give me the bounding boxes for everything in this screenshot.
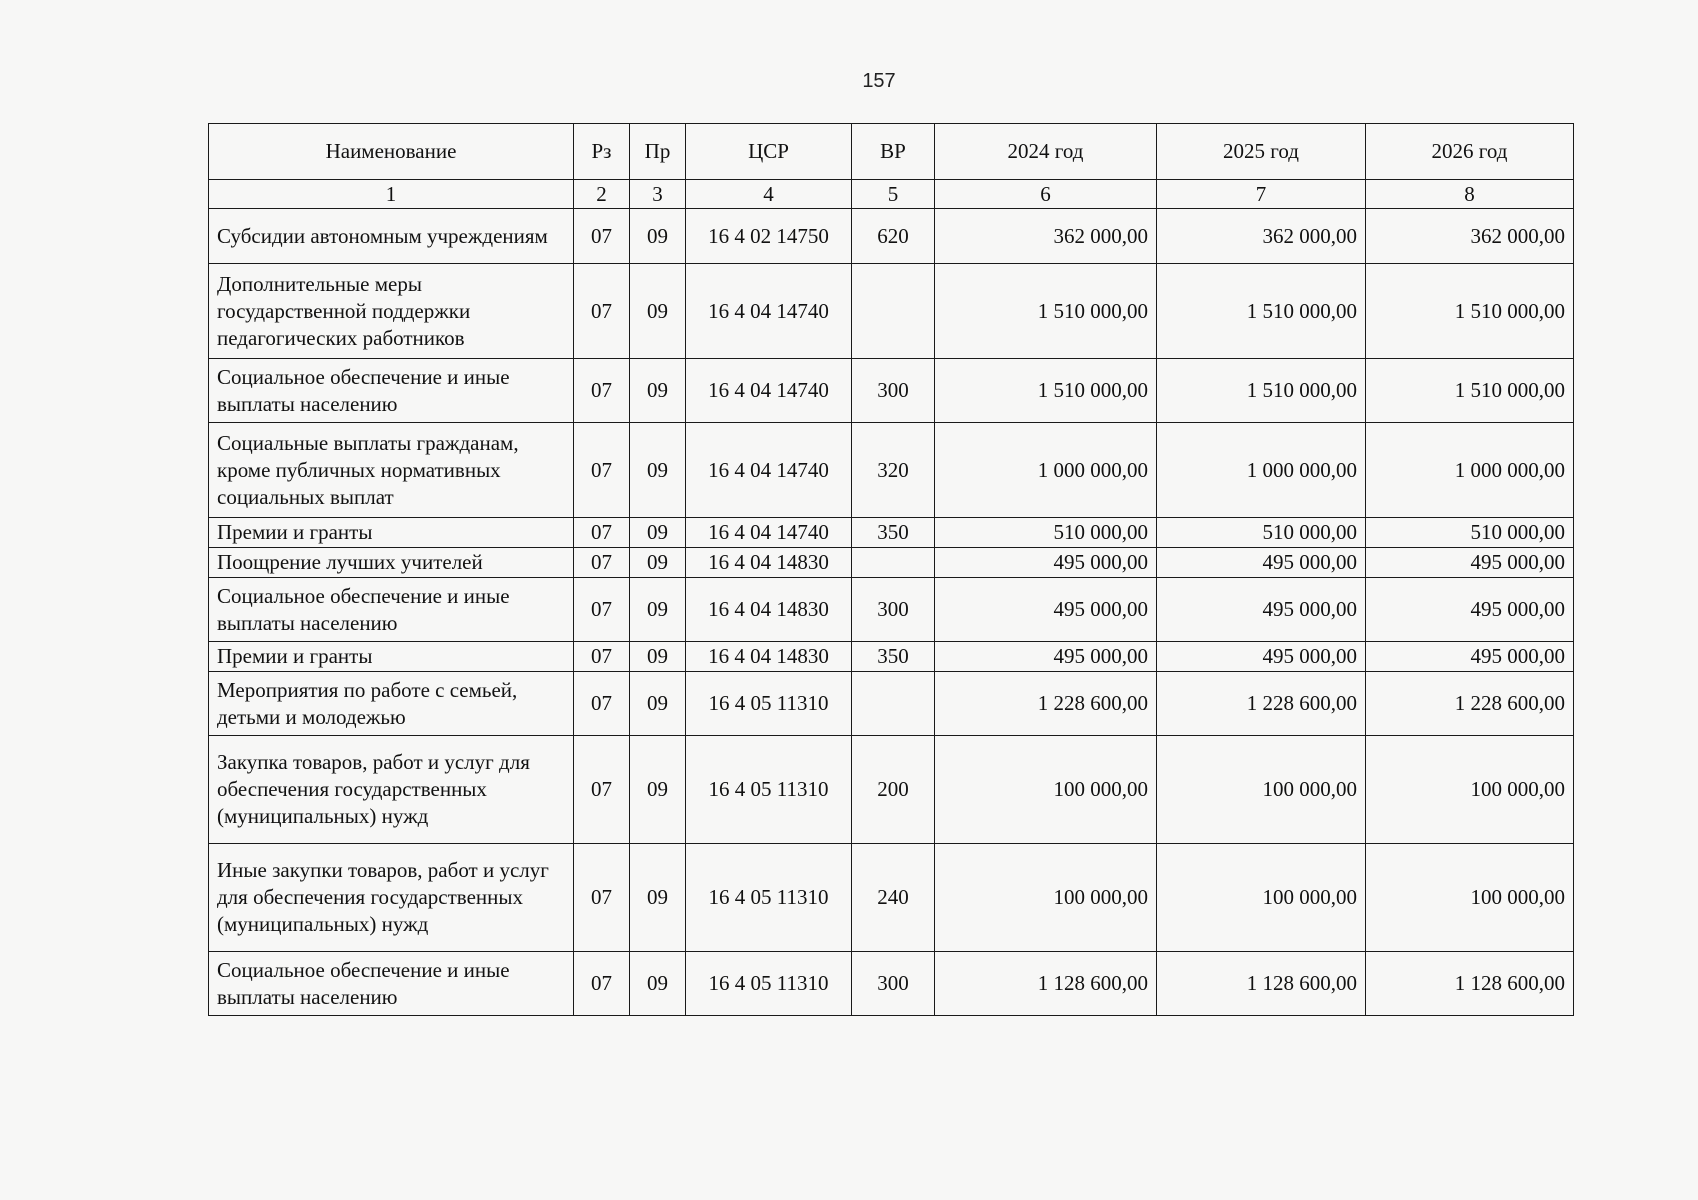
row-2025: 510 000,00	[1157, 518, 1366, 548]
table-row	[209, 578, 1574, 642]
row-rz: 07	[574, 209, 630, 264]
row-2024: 495 000,00	[935, 642, 1157, 672]
table-row	[209, 952, 1574, 1016]
row-csr: 16 4 04 14830	[686, 642, 852, 672]
column-number: 7	[1157, 180, 1366, 209]
row-vr	[852, 264, 935, 359]
table-row	[209, 423, 1574, 518]
row-csr: 16 4 05 11310	[686, 736, 852, 844]
row-2026: 495 000,00	[1366, 642, 1574, 672]
row-name: Дополнительные меры государственной поддержки педагогических работников	[209, 264, 574, 359]
row-2025: 1 128 600,00	[1157, 952, 1366, 1016]
row-vr: 620	[852, 209, 935, 264]
table-row	[209, 736, 1574, 844]
row-name: Социальное обеспечение и иные выплаты населению	[209, 578, 574, 642]
row-2024: 510 000,00	[935, 518, 1157, 548]
row-pr: 09	[630, 548, 686, 578]
row-name: Субсидии автономным учреждениям	[209, 209, 574, 264]
row-rz: 07	[574, 642, 630, 672]
row-2025: 1 510 000,00	[1157, 264, 1366, 359]
row-2025: 495 000,00	[1157, 548, 1366, 578]
row-2024: 1 228 600,00	[935, 672, 1157, 736]
row-2026: 510 000,00	[1366, 518, 1574, 548]
row-2024: 100 000,00	[935, 736, 1157, 844]
header-rz: Рз	[574, 124, 630, 180]
row-rz: 07	[574, 578, 630, 642]
row-2024: 1 510 000,00	[935, 359, 1157, 423]
row-vr	[852, 548, 935, 578]
row-2025: 362 000,00	[1157, 209, 1366, 264]
row-2025: 1 510 000,00	[1157, 359, 1366, 423]
row-name: Мероприятия по работе с семьей, детьми и молодежью	[209, 672, 574, 736]
row-rz: 07	[574, 672, 630, 736]
row-rz: 07	[574, 952, 630, 1016]
row-2026: 1 510 000,00	[1366, 264, 1574, 359]
row-vr: 200	[852, 736, 935, 844]
row-2024: 1 510 000,00	[935, 264, 1157, 359]
row-name: Иные закупки товаров, работ и услуг для обеспечения государственных (муниципальных) нужд	[209, 844, 574, 952]
row-pr: 09	[630, 578, 686, 642]
table-row	[209, 518, 1574, 548]
row-vr: 240	[852, 844, 935, 952]
row-rz: 07	[574, 518, 630, 548]
row-2024: 100 000,00	[935, 844, 1157, 952]
row-vr: 320	[852, 423, 935, 518]
row-pr: 09	[630, 518, 686, 548]
row-2025: 100 000,00	[1157, 736, 1366, 844]
row-rz: 07	[574, 264, 630, 359]
row-2026: 100 000,00	[1366, 844, 1574, 952]
table-row	[209, 209, 1574, 264]
row-name: Премии и гранты	[209, 642, 574, 672]
row-pr: 09	[630, 642, 686, 672]
row-rz: 07	[574, 548, 630, 578]
budget-table	[208, 123, 1574, 1016]
table-row	[209, 548, 1574, 578]
table-row	[209, 844, 1574, 952]
row-vr: 300	[852, 359, 935, 423]
row-pr: 09	[630, 423, 686, 518]
row-pr: 09	[630, 736, 686, 844]
row-vr: 300	[852, 578, 935, 642]
row-2025: 495 000,00	[1157, 578, 1366, 642]
row-2026: 362 000,00	[1366, 209, 1574, 264]
row-csr: 16 4 02 14750	[686, 209, 852, 264]
row-csr: 16 4 05 11310	[686, 844, 852, 952]
row-pr: 09	[630, 844, 686, 952]
row-vr	[852, 672, 935, 736]
header-csr: ЦСР	[686, 124, 852, 180]
header-2026: 2026 год	[1366, 124, 1574, 180]
row-pr: 09	[630, 672, 686, 736]
row-csr: 16 4 05 11310	[686, 672, 852, 736]
header-pr: Пр	[630, 124, 686, 180]
column-number: 8	[1366, 180, 1574, 209]
row-pr: 09	[630, 952, 686, 1016]
row-csr: 16 4 04 14740	[686, 264, 852, 359]
row-2026: 1 000 000,00	[1366, 423, 1574, 518]
row-vr: 300	[852, 952, 935, 1016]
row-csr: 16 4 04 14830	[686, 548, 852, 578]
row-vr: 350	[852, 642, 935, 672]
header-2024: 2024 год	[935, 124, 1157, 180]
column-number: 2	[574, 180, 630, 209]
row-name: Закупка товаров, работ и услуг для обеспечения государственных (муниципальных) нужд	[209, 736, 574, 844]
row-2026: 100 000,00	[1366, 736, 1574, 844]
row-2025: 1 228 600,00	[1157, 672, 1366, 736]
table-row	[209, 672, 1574, 736]
row-rz: 07	[574, 736, 630, 844]
row-2024: 1 128 600,00	[935, 952, 1157, 1016]
header-name: Наименование	[209, 124, 574, 180]
header-2025: 2025 год	[1157, 124, 1366, 180]
table-row	[209, 359, 1574, 423]
table-row	[209, 642, 1574, 672]
row-2026: 1 128 600,00	[1366, 952, 1574, 1016]
row-2024: 362 000,00	[935, 209, 1157, 264]
column-number: 4	[686, 180, 852, 209]
column-number-row	[209, 180, 1574, 209]
row-rz: 07	[574, 359, 630, 423]
column-number: 5	[852, 180, 935, 209]
row-2024: 1 000 000,00	[935, 423, 1157, 518]
page-number: 157	[862, 70, 896, 92]
row-name: Премии и гранты	[209, 518, 574, 548]
row-csr: 16 4 04 14740	[686, 359, 852, 423]
row-2025: 1 000 000,00	[1157, 423, 1366, 518]
row-2026: 495 000,00	[1366, 548, 1574, 578]
row-rz: 07	[574, 423, 630, 518]
row-pr: 09	[630, 209, 686, 264]
row-pr: 09	[630, 359, 686, 423]
table-header-row	[209, 124, 1574, 180]
row-name: Социальное обеспечение и иные выплаты населению	[209, 359, 574, 423]
row-csr: 16 4 05 11310	[686, 952, 852, 1016]
column-number: 1	[209, 180, 574, 209]
table-row	[209, 264, 1574, 359]
row-pr: 09	[630, 264, 686, 359]
column-number: 3	[630, 180, 686, 209]
row-rz: 07	[574, 844, 630, 952]
row-name: Социальные выплаты гражданам, кроме публичных нормативных социальных выплат	[209, 423, 574, 518]
row-csr: 16 4 04 14740	[686, 518, 852, 548]
row-vr: 350	[852, 518, 935, 548]
row-2024: 495 000,00	[935, 578, 1157, 642]
row-name: Поощрение лучших учителей	[209, 548, 574, 578]
row-name: Социальное обеспечение и иные выплаты населению	[209, 952, 574, 1016]
row-2024: 495 000,00	[935, 548, 1157, 578]
row-2025: 100 000,00	[1157, 844, 1366, 952]
row-csr: 16 4 04 14830	[686, 578, 852, 642]
row-2026: 495 000,00	[1366, 578, 1574, 642]
row-2025: 495 000,00	[1157, 642, 1366, 672]
header-vr: ВР	[852, 124, 935, 180]
row-2026: 1 228 600,00	[1366, 672, 1574, 736]
row-2026: 1 510 000,00	[1366, 359, 1574, 423]
row-csr: 16 4 04 14740	[686, 423, 852, 518]
column-number: 6	[935, 180, 1157, 209]
